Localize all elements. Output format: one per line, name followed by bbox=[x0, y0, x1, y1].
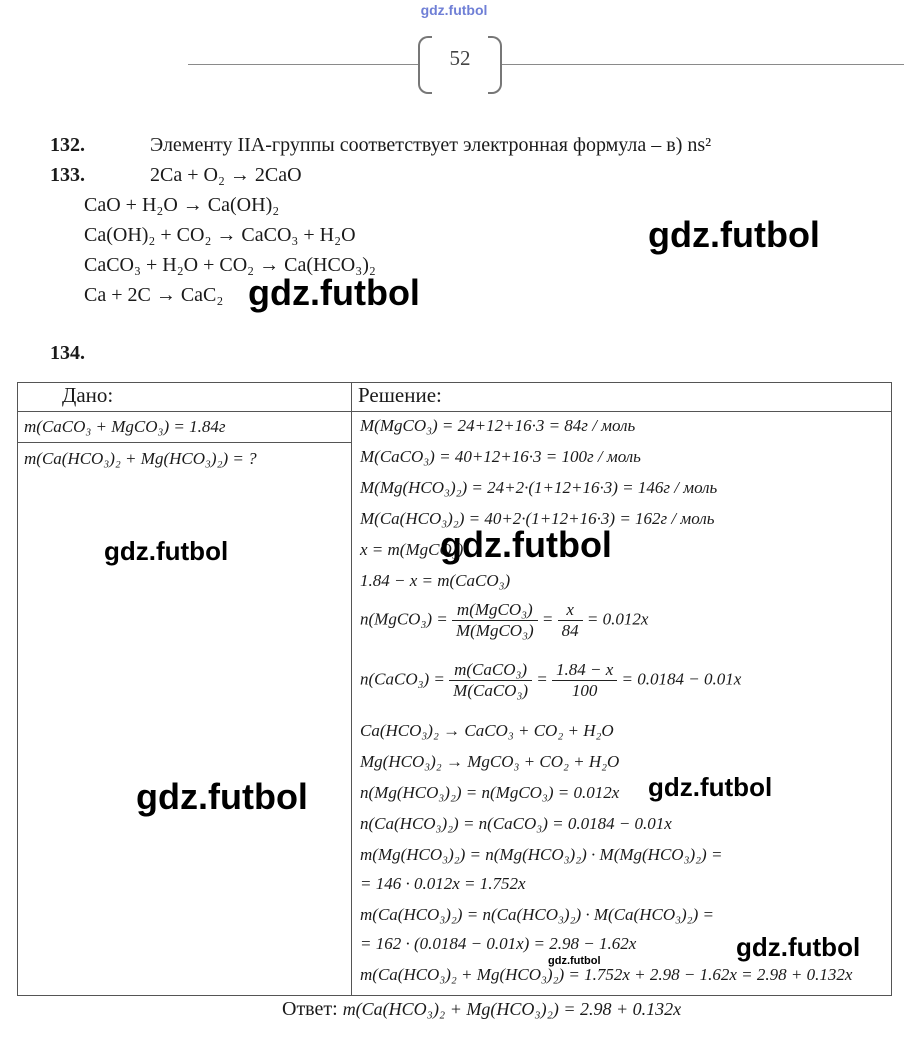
watermark: gdz.futbol bbox=[548, 955, 601, 967]
given-header: Дано: bbox=[18, 383, 352, 412]
solution-line: = 162 · (0.0184 − 0.01x) = 2.98 − 1.62x bbox=[360, 934, 637, 953]
solution-line: 1.84 − x = m(CaCO₃) bbox=[360, 571, 511, 590]
problem-number: 133. bbox=[50, 164, 85, 186]
page-number-frame bbox=[418, 36, 502, 90]
problem-132 bbox=[50, 132, 711, 158]
equation: 2Ca + O₂ → 2CaO bbox=[150, 164, 302, 186]
watermark: gdz.futbol bbox=[248, 272, 420, 313]
solution-table bbox=[17, 382, 892, 996]
header-rule-left bbox=[188, 64, 420, 65]
watermark: gdz.futbol bbox=[136, 776, 308, 817]
solution-line: M(CaCO₃) = 40+12+16·3 = 100г / моль bbox=[360, 447, 641, 466]
answer-formula: m(Ca(HCO₃)₂ + Mg(HCO₃)₂) = 2.98 + 0.132x bbox=[342, 999, 682, 1019]
answer-label: Ответ: bbox=[282, 998, 338, 1020]
given-unknown: m(Ca(HCO₃)₂ + Mg(HCO₃)₂) = ? bbox=[18, 443, 352, 996]
solution-line: M(Ca(HCO₃)₂) = 40+2·(1+12+16·3) = 162г / моль bbox=[360, 509, 715, 528]
solution-line: x = m(MgCO₃) bbox=[360, 540, 464, 559]
watermark: gdz.futbol bbox=[440, 524, 612, 565]
problem-text: Элементу IIA-группы соответствует электронная формула – в) ns² bbox=[150, 134, 712, 156]
answer bbox=[282, 998, 681, 1021]
solution-line: Mg(HCO₃)₂ → MgCO₃ + CO₂ + H₂O bbox=[360, 752, 620, 771]
problem-133 bbox=[50, 162, 302, 188]
fraction-caco3: n(CaCO₃) = $\frac{\text{m(CaCO₃)}}{\text{M(CaCO₃)}}$ = $\frac{1.84 - x}{100}$ = 0.0184 − 0.01x bbox=[360, 660, 742, 700]
solution-line: m(Ca(HCO₃)₂ + Mg(HCO₃)₂) = 1.752x + 2.98 − 1.62x = 2.98 + 0.132x bbox=[360, 965, 853, 984]
solution-line: Ca(HCO₃)₂ → CaCO₃ + CO₂ + H₂O bbox=[360, 721, 614, 740]
equation: CaO + H₂O → Ca(OH)₂ bbox=[84, 194, 280, 216]
solution-line: n(Ca(HCO₃)₂) = n(CaCO₃) = 0.0184 − 0.01x bbox=[360, 814, 672, 833]
solution-cell bbox=[352, 412, 892, 996]
problem-134-number: 134. bbox=[50, 342, 85, 364]
solution-line: M(Mg(HCO₃)₂) = 24+2·(1+12+16·3) = 146г / моль bbox=[360, 478, 718, 497]
equation: Ca(OH)₂ + CO₂ → CaCO₃ + H₂O bbox=[84, 224, 356, 246]
solution-line: m(Ca(HCO₃)₂) = n(Ca(HCO₃)₂) · M(Ca(HCO₃)₂) = bbox=[360, 905, 714, 924]
solution-line: M(MgCO₃) = 24+12+16·3 = 84г / моль bbox=[360, 416, 636, 435]
equation: CaCO₃ + H₂O + CO₂ → Ca(HCO₃)₂ bbox=[84, 254, 376, 276]
solution-line: m(Mg(HCO₃)₂) = n(Mg(HCO₃)₂) · M(Mg(HCO₃)₂) = bbox=[360, 845, 723, 864]
solution-header: Решение: bbox=[352, 383, 892, 412]
solution-line: n(Mg(HCO₃)₂) = n(MgCO₃) = 0.012x bbox=[360, 783, 620, 802]
watermark: gdz.futbol bbox=[648, 772, 773, 802]
equation: Ca + 2C → CaC₂ bbox=[84, 284, 224, 306]
given-mass: m(CaCO₃ + MgCO₃) = 1.84г bbox=[18, 412, 352, 443]
solution-line: = 146 · 0.012x = 1.752x bbox=[360, 874, 526, 893]
page-number: 52 bbox=[449, 46, 471, 70]
problem-number: 132. bbox=[50, 134, 85, 156]
watermark: gdz.futbol bbox=[104, 536, 229, 566]
site-label: gdz.futbol bbox=[420, 2, 488, 18]
fraction-mgco3: n(MgCO₃) = $\frac{\text{m(MgCO₃)}}{\text{M(MgCO₃)}}$ = $\frac{x}{84}$ = 0.012x bbox=[360, 600, 649, 640]
watermark: gdz.futbol bbox=[648, 214, 820, 255]
header-rule-right bbox=[502, 64, 904, 65]
watermark: gdz.futbol bbox=[736, 932, 861, 962]
